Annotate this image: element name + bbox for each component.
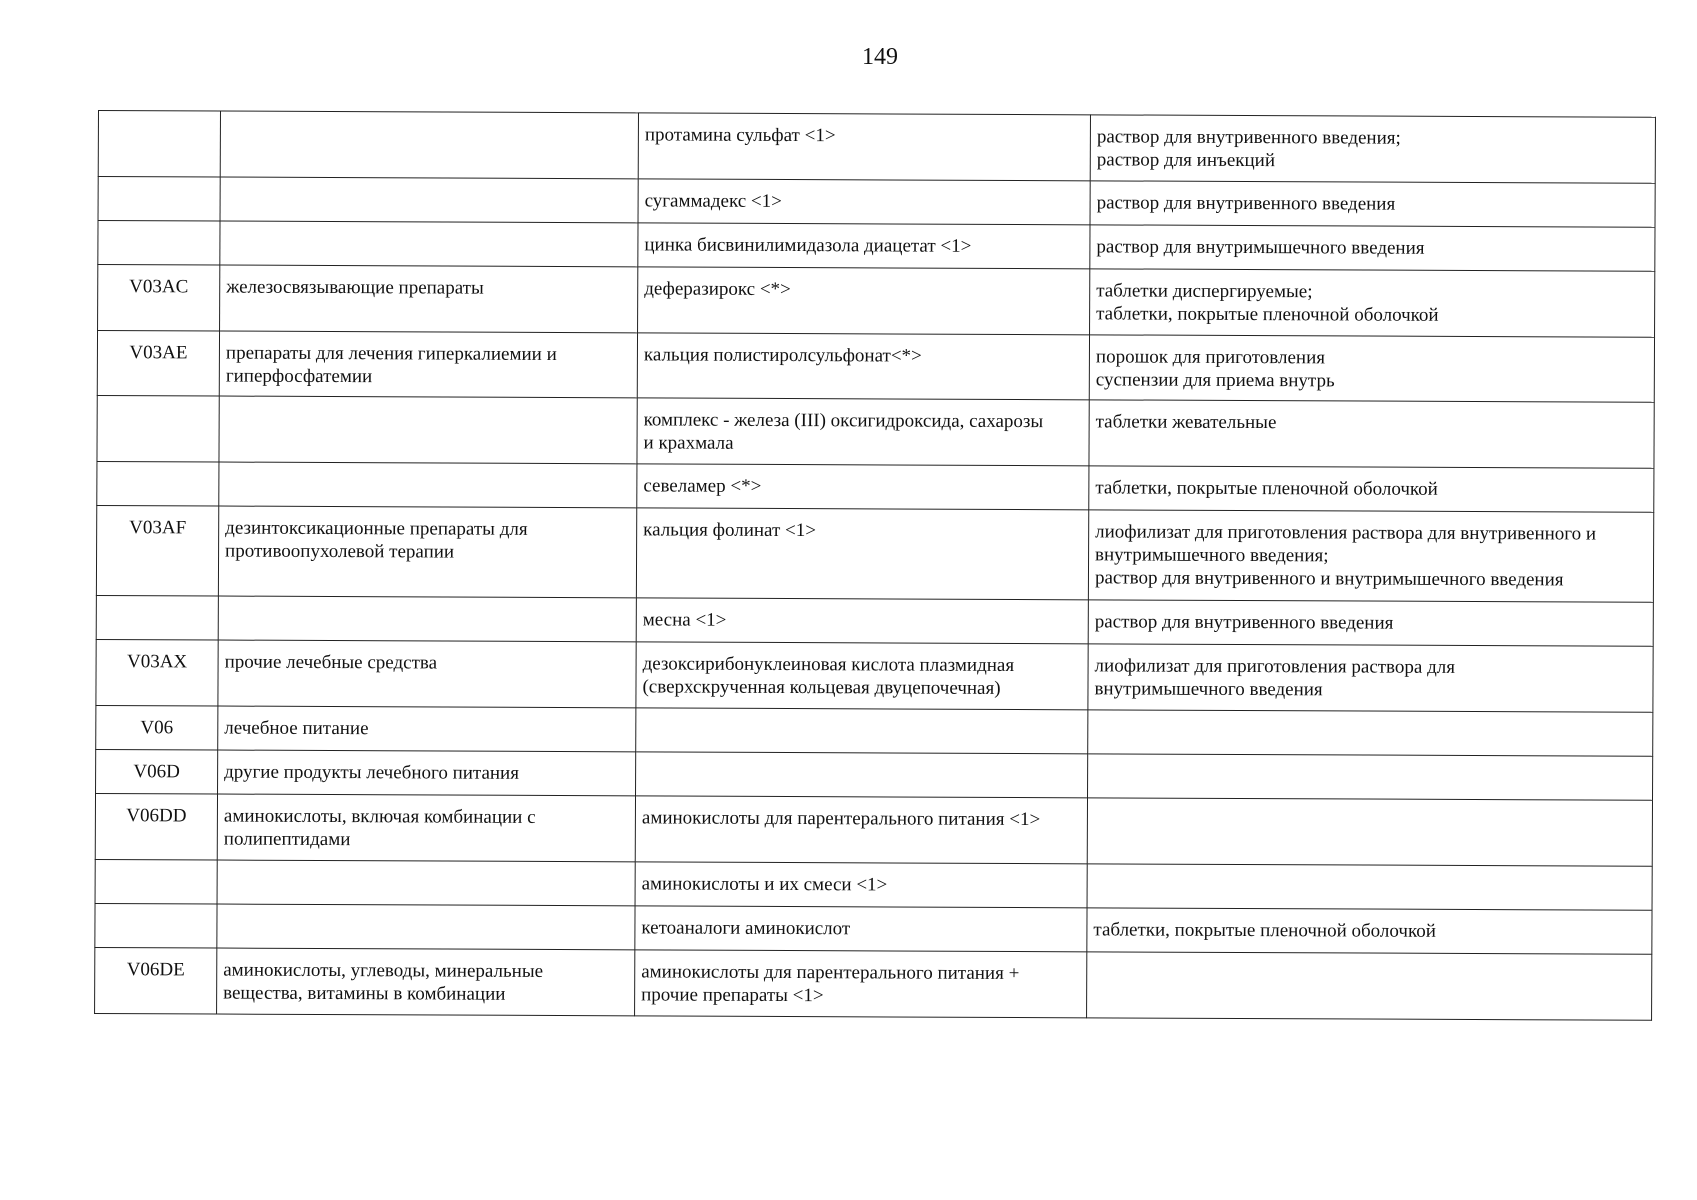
atc-code-cell	[98, 221, 220, 266]
atc-code-cell: V06DE	[95, 947, 217, 1014]
group-cell: железосвязывающие препараты	[220, 265, 638, 333]
group-cell: другие продукты лечебного питания	[218, 750, 636, 796]
group-cell: препараты для лечения гиперкалиемии и гиперфосфатемии	[219, 331, 637, 398]
atc-code-cell	[98, 111, 220, 178]
page-number: 149	[862, 44, 898, 70]
drug-name-cell: кальция фолинат <1>	[636, 508, 1088, 600]
dosage-form-cell: раствор для внутривенного введения; раствор для инъекций	[1090, 115, 1655, 183]
drug-name-cell: месна <1>	[636, 598, 1088, 644]
group-cell: аминокислоты, включая комбинации с полипептидами	[217, 794, 635, 862]
table-row	[96, 705, 1653, 756]
dosage-form-cell: лиофилизат для приготовления раствора для внутримышечного введения	[1088, 644, 1653, 712]
drug-name-cell	[636, 708, 1088, 754]
atc-code-cell	[97, 461, 219, 506]
group-cell: лечебное питание	[218, 706, 636, 752]
dosage-form-cell	[1088, 710, 1653, 756]
atc-code-cell: V03AF	[96, 505, 218, 596]
table-row	[97, 461, 1654, 512]
atc-code-cell: V03AC	[98, 265, 220, 332]
drug-name-cell: аминокислоты для парентерального питания <1>	[635, 796, 1087, 864]
group-cell	[220, 111, 638, 179]
dosage-form-cell: таблетки жевательные	[1089, 400, 1654, 468]
drug-name-cell	[636, 752, 1088, 798]
table-row	[95, 793, 1652, 866]
table-row	[96, 595, 1653, 646]
group-cell: прочие лечебные средства	[218, 640, 636, 708]
dosage-form-cell	[1088, 754, 1653, 800]
group-cell: дезинтоксикационные препараты для противоопухолевой терапии	[218, 506, 636, 598]
dosage-form-cell: раствор для внутривенного введения	[1088, 600, 1653, 646]
group-cell	[220, 177, 638, 223]
drug-name-cell: аминокислоты для парентерального питания + прочие препараты <1>	[635, 950, 1087, 1018]
table-row	[96, 639, 1653, 712]
atc-code-cell	[96, 595, 218, 640]
group-cell	[217, 904, 635, 950]
atc-code-cell: V06	[96, 705, 218, 750]
dosage-form-cell: таблетки диспергируемые; таблетки, покрытые пленочной оболочкой	[1090, 269, 1655, 337]
drug-name-cell: кальция полистиролсульфонат<*>	[637, 333, 1089, 400]
dosage-form-cell: раствор для внутривенного введения	[1090, 181, 1655, 227]
group-cell: аминокислоты, углеводы, минеральные вещества, витамины в комбинации	[217, 948, 635, 1016]
table-row	[95, 903, 1652, 954]
table-row	[98, 177, 1655, 228]
group-cell	[217, 860, 635, 906]
group-cell	[219, 396, 637, 464]
dosage-form-cell: таблетки, покрытые пленочной оболочкой	[1089, 466, 1654, 512]
dosage-form-cell	[1087, 952, 1652, 1020]
drug-name-cell: цинка бисвинилимидазола диацетат <1>	[638, 223, 1090, 269]
atc-code-cell	[95, 903, 217, 948]
table-row	[98, 111, 1655, 184]
drug-name-cell: севеламер <*>	[637, 464, 1089, 510]
drug-name-cell: деферазирокс <*>	[638, 267, 1090, 335]
dosage-form-cell: порошок для приготовления суспензии для приема внутрь	[1089, 335, 1654, 402]
dosage-form-cell: лиофилизат для приготовления раствора для внутривенного и внутримышечного введения; раствор для внутривенного и внутримышечного введения	[1088, 510, 1653, 602]
group-cell	[218, 596, 636, 642]
table-row	[97, 331, 1654, 403]
atc-code-cell: V06DD	[95, 793, 217, 860]
table-row	[96, 505, 1653, 602]
dosage-form-cell: таблетки, покрытые пленочной оболочкой	[1087, 908, 1652, 954]
table-row	[97, 395, 1654, 468]
dosage-form-cell: раствор для внутримышечного введения	[1090, 225, 1655, 271]
drug-name-cell: комплекс - железа (III) оксигидроксида, сахарозы и крахмала	[637, 398, 1089, 466]
atc-code-cell	[97, 395, 219, 462]
group-cell	[219, 462, 637, 508]
group-cell	[220, 221, 638, 267]
drug-name-cell: сугаммадекс <1>	[638, 179, 1090, 225]
drug-name-cell: кетоаналоги аминокислот	[635, 906, 1087, 952]
dosage-form-cell	[1087, 798, 1652, 866]
dosage-form-cell	[1087, 864, 1652, 910]
atc-code-cell: V03AE	[97, 331, 219, 397]
table-row	[96, 749, 1653, 800]
table-row	[95, 947, 1652, 1020]
table-row	[98, 265, 1655, 338]
atc-code-cell: V03AX	[96, 639, 218, 706]
drug-name-cell: дезоксирибонуклеиновая кислота плазмидная (сверхскрученная кольцевая двуцепочечная)	[636, 642, 1088, 710]
table-row	[98, 221, 1655, 272]
drug-name-cell: протамина сульфат <1>	[638, 113, 1090, 181]
table-row	[95, 859, 1652, 910]
drug-table	[94, 110, 1656, 1021]
drug-name-cell: аминокислоты и их смеси <1>	[635, 862, 1087, 908]
atc-code-cell: V06D	[96, 749, 218, 794]
atc-code-cell	[98, 177, 220, 222]
atc-code-cell	[95, 859, 217, 904]
